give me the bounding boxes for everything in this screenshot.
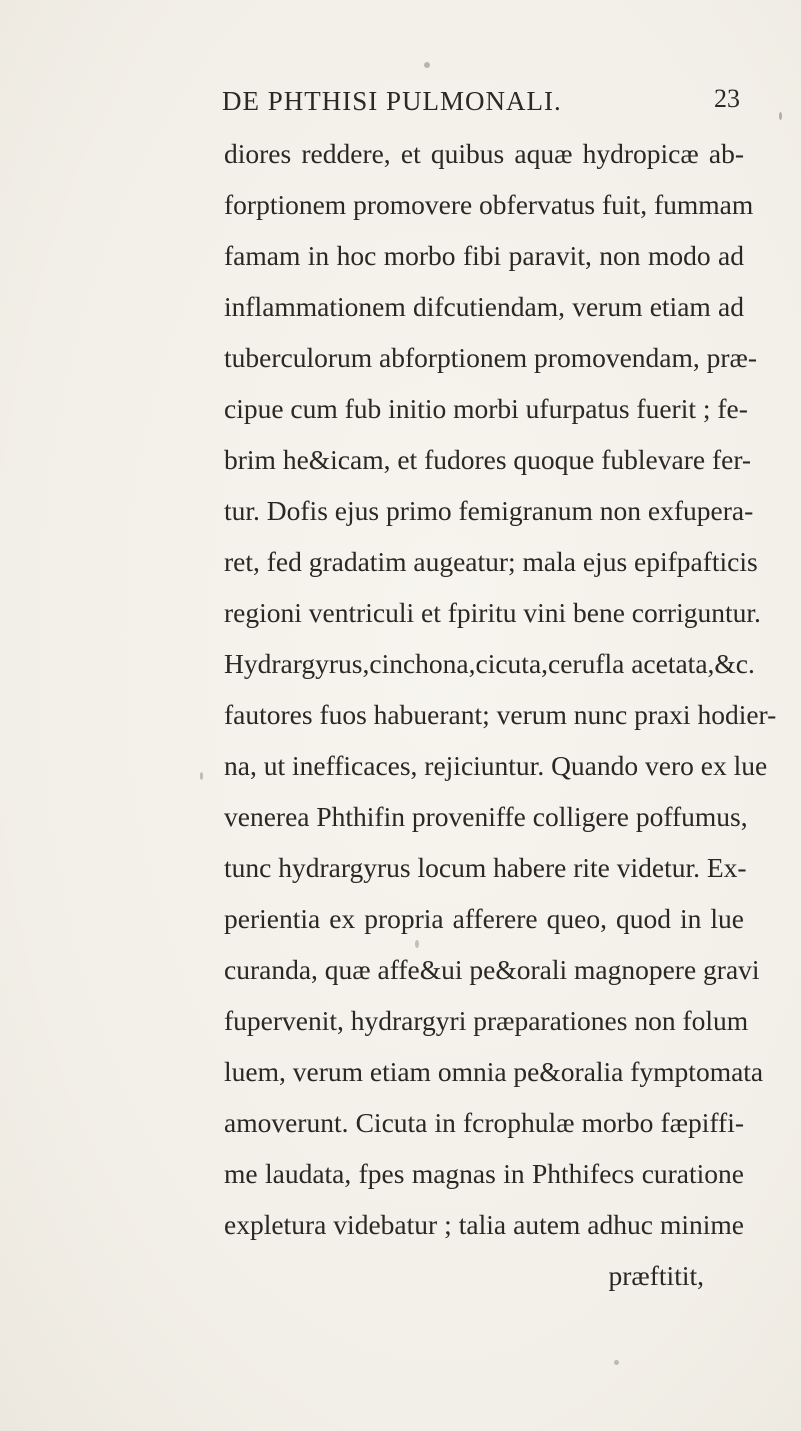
text-line: perientia ex propria afferere queo, quod in lue [224,903,744,934]
paper-speck [779,112,782,120]
text-line: na, ut inefficaces, rejiciuntur. Quando vero ex lue [224,750,768,781]
text-line: ret, fed gradatim augeatur; mala ejus epifpafticis [224,546,758,577]
text-line: expletura videbatur ; talia autem adhuc minime [224,1209,744,1240]
text-line: inflammationem difcutiendam, verum etiam ad [224,291,744,322]
body-text [224,128,777,1301]
paper-speck [415,940,419,948]
running-head: DE PHTHISI PULMONALI. [222,86,562,116]
paper-speck [614,1360,619,1365]
text-line: brim he&icam, et fudores quoque fublevare fer- [224,444,752,475]
text-line: cipue cum fub initio morbi ufurpatus fuerit ; fe- [224,393,748,424]
text-line: tunc hydrargyrus locum habere rite videtur. Ex- [224,852,747,883]
page-number: 23 [714,84,740,113]
text-line: luem, verum etiam omnia pe&oralia fymptomata [224,1056,764,1087]
text-line: regioni ventriculi et fpiritu vini bene corriguntur. [224,597,761,628]
catchword: præftitit, [608,1260,704,1291]
paper-speck [424,62,430,68]
text-line: amoverunt. Cicuta in fcrophulæ morbo fæpiffi- [224,1107,744,1138]
text-line: me laudata, fpes magnas in Phthifecs curatione [224,1158,744,1189]
text-line: fautores fuos habuerant; verum nunc praxi hodier- [224,699,777,730]
text-line: curanda, quæ affe&ui pe&orali magnopere gravi [224,954,760,985]
text-line: Hydrargyrus,cinchona,cicuta,cerufla acetata,&c. [224,648,755,679]
text-line: famam in hoc morbo fibi paravit, non modo ad [224,240,744,271]
text-line: tur. Dofis ejus primo femigranum non exfupera- [224,495,754,526]
text-line: fupervenit, hydrargyri præparationes non folum [224,1005,749,1036]
text-line: forptionem promovere obfervatus fuit, fummam [224,189,754,220]
text-line: diores reddere, et quibus aquæ hydropicæ ab- [224,138,744,169]
text-line: venerea Phthifin proveniffe colligere poffumus, [224,801,748,832]
paper-speck [200,772,203,780]
text-line: tuberculorum abforptionem promovendam, præ- [224,342,758,373]
